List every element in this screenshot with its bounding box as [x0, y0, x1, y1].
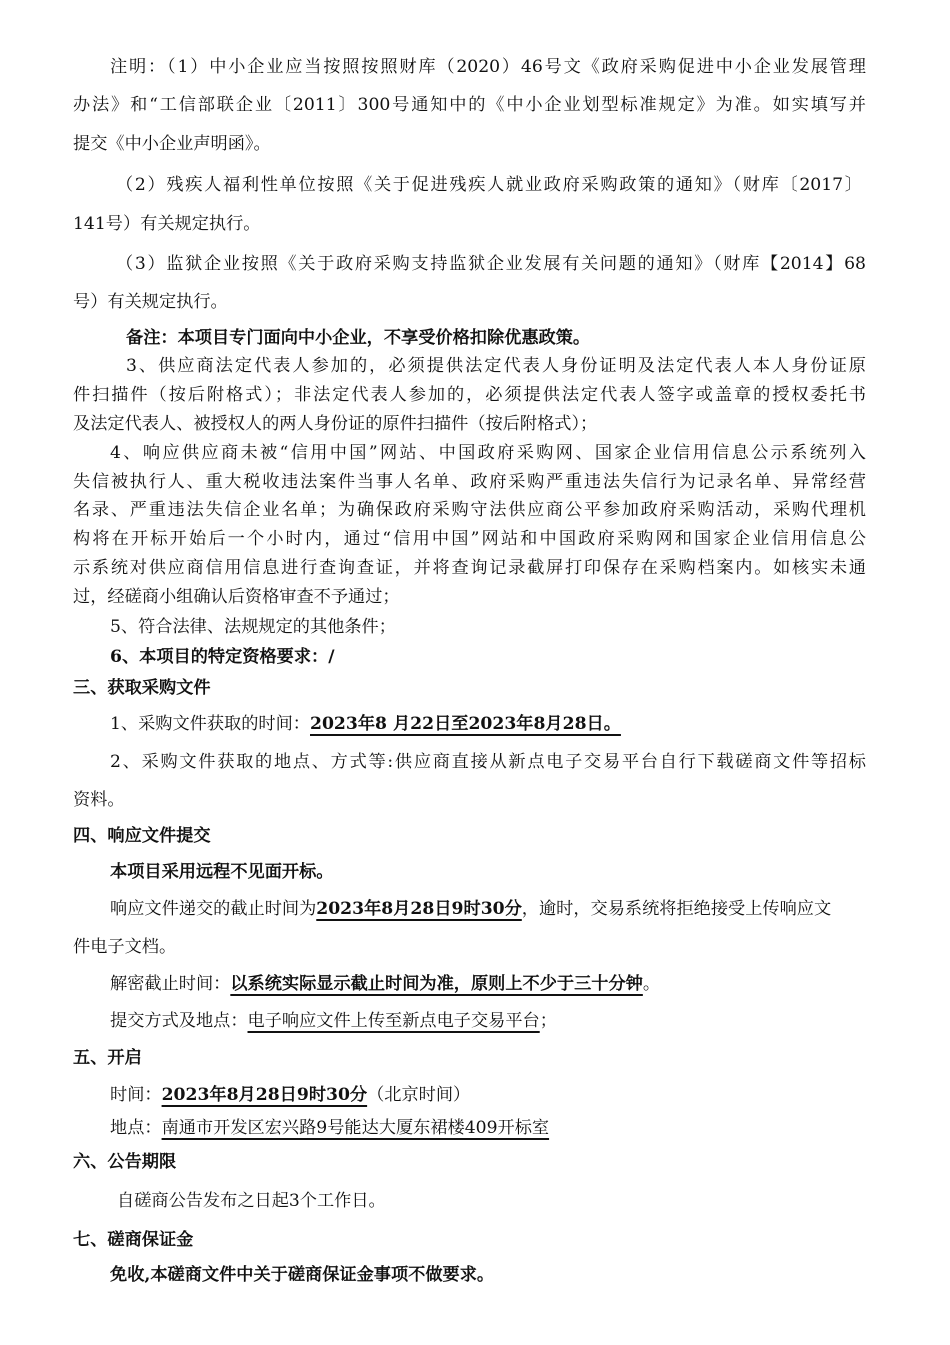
- section5-heading: 五、开启: [73, 1048, 142, 1068]
- section3-heading: 三、获取采购文件: [73, 678, 211, 698]
- note-line-2: 办法》和“工信部联企业〔2011〕300号通知中的《中小企业划型标准规定》为准。如实填写并: [73, 95, 866, 115]
- sec6-p1: 自磋商公告发布之日起3个工作日。: [117, 1191, 386, 1211]
- sec5-time: [110, 1083, 470, 1107]
- sec4-submit: [110, 1009, 557, 1033]
- section7-heading: 七、磋商保证金: [73, 1230, 194, 1250]
- item3-line-2: 件扫描件（按后附格式）；非法定代表人参加的，必须提供法定代表人签字或盖章的授权委托书: [73, 385, 866, 405]
- sec4-deadline-line-2: 件电子文档。: [73, 937, 177, 957]
- sec5-place-label: 地点：: [110, 1118, 162, 1138]
- item4-line-4: 构将在开标开始后一个小时内，通过“信用中国”网站和中国政府采购网和国家企业信用信息公: [73, 529, 866, 549]
- sec5-place-value: 南通市开发区宏兴路9号能达大厦东裙楼409开标室: [161, 1118, 550, 1138]
- sec7-p1: 免收,本磋商文件中关于磋商保证金事项不做要求。: [110, 1265, 495, 1285]
- item4-line-5: 示系统对供应商信用信息进行查询查证，并将查询记录截屏打印保存在采购档案内。如核实未通: [73, 558, 866, 578]
- item3-line-3: 及法定代表人、被授权人的两人身份证的原件扫描件（按后附格式）；: [73, 414, 598, 434]
- sec4-deadline-rest: ，逾时，交易系统将拒绝接受上传响应文: [521, 899, 832, 919]
- sec4-submit-end: ；: [539, 1011, 557, 1031]
- sec3-p2-line-2: 资料。: [73, 790, 125, 810]
- sec5-time-note: （北京时间）: [367, 1085, 471, 1105]
- sec4-decrypt: [110, 972, 660, 996]
- sec3-p1-value: 2023年8 月22日至2023年8月28日。: [310, 714, 621, 734]
- note-line-6: （3）监狱企业按照《关于政府采购支持监狱企业发展有关问题的通知》（财库【2014】68: [116, 254, 866, 274]
- item5-line: 5、符合法律、法规规定的其他条件；: [110, 617, 396, 637]
- sec4-decrypt-label: 解密截止时间：: [110, 974, 231, 994]
- sec4-decrypt-value: 以系统实际显示截止时间为准，原则上不少于三十分钟: [230, 974, 643, 994]
- item4-line-6: 过，经磋商小组确认后资格审查不予通过；: [73, 587, 400, 607]
- item4-line-3: 名录、严重违法失信企业名单；为确保政府采购守法供应商公平参加政府采购活动，采购代理机: [73, 500, 866, 520]
- sec4-p1: 本项目采用远程不见面开标。: [110, 862, 334, 882]
- note-line-1: 注明：（1）中小企业应当按照按照财库（2020）46号文《政府采购促进中小企业发展管理: [110, 57, 866, 77]
- sec4-decrypt-end: 。: [642, 974, 661, 994]
- note-line-4: （2）残疾人福利性单位按照《关于促进残疾人就业政府采购政策的通知》（财库〔2017〕: [116, 175, 862, 195]
- note-line-3: 提交《中小企业声明函》。: [73, 134, 271, 154]
- sec4-deadline-value: 2023年8月28日9时30分: [316, 899, 522, 919]
- item3-line-1: 3、供应商法定代表人参加的，必须提供法定代表人身份证明及法定代表人本人身份证原: [126, 356, 866, 376]
- note-line-7: 号）有关规定执行。: [73, 292, 228, 312]
- section4-heading: 四、响应文件提交: [73, 826, 211, 846]
- sec5-time-value: 2023年8月28日9时30分: [161, 1085, 368, 1105]
- note-line-5: 141号）有关规定执行。: [73, 214, 261, 234]
- item4-line-1: 4、响应供应商未被“信用中国”网站、中国政府采购网、国家企业信用信息公示系统列入: [110, 443, 866, 463]
- item4-line-2: 失信被执行人、重大税收违法案件当事人名单、政府采购严重违法失信行为记录名单、异常经营: [73, 472, 866, 492]
- sec3-p1-label: 1、采购文件获取的时间：: [110, 714, 310, 734]
- sec5-place: [110, 1116, 549, 1140]
- sec4-deadline-label: 响应文件递交的截止时间为: [110, 899, 317, 919]
- remark-line: 备注：本项目专门面向中小企业，不享受价格扣除优惠政策。: [126, 328, 591, 348]
- sec4-submit-label: 提交方式及地点：: [110, 1011, 248, 1031]
- sec3-p2-line-1: 2、采购文件获取的地点、方式等:供应商直接从新点电子交易平台自行下载磋商文件等招标: [110, 752, 866, 772]
- section6-heading: 六、公告期限: [73, 1152, 177, 1172]
- sec4-deadline: [110, 897, 831, 921]
- item6-line: 6、本项目的特定资格要求：/: [110, 647, 335, 667]
- sec3-p1: [110, 712, 621, 736]
- sec5-time-label: 时间：: [110, 1085, 162, 1105]
- sec4-submit-value: 电子响应文件上传至新点电子交易平台: [247, 1011, 540, 1031]
